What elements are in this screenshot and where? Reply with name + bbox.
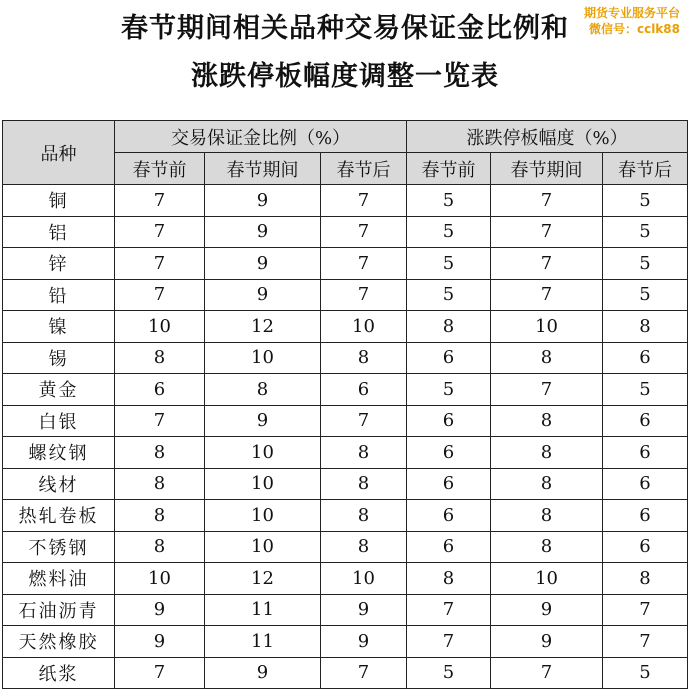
cell-margin-during: 9 (205, 405, 321, 437)
cell-limit-during: 7 (491, 279, 603, 311)
table-row (3, 248, 688, 280)
cell-variety: 纸浆 (3, 657, 115, 689)
cell-variety: 镍 (3, 311, 115, 343)
cell-limit-before: 5 (407, 216, 491, 248)
table-row (3, 311, 688, 343)
watermark (584, 5, 680, 37)
cell-limit-after: 7 (603, 594, 688, 626)
cell-margin-before: 8 (115, 531, 205, 563)
cell-limit-after: 5 (603, 248, 688, 280)
cell-margin-after: 8 (321, 500, 407, 532)
cell-variety: 天然橡胶 (3, 626, 115, 658)
cell-limit-during: 7 (491, 216, 603, 248)
cell-margin-during: 8 (205, 374, 321, 406)
table-row (3, 405, 688, 437)
header-price-limit: 涨跌停板幅度（%） (407, 121, 688, 153)
cell-limit-during: 8 (491, 531, 603, 563)
table-row (3, 216, 688, 248)
watermark-line-1: 期货专业服务平台 (583, 6, 680, 20)
cell-margin-before: 7 (115, 248, 205, 280)
cell-margin-before: 8 (115, 437, 205, 469)
cell-margin-during: 11 (205, 626, 321, 658)
cell-margin-after: 7 (321, 279, 407, 311)
cell-margin-during: 9 (205, 248, 321, 280)
cell-margin-after: 7 (321, 248, 407, 280)
cell-margin-after: 9 (321, 594, 407, 626)
cell-variety: 锌 (3, 248, 115, 280)
cell-margin-after: 7 (321, 405, 407, 437)
cell-limit-during: 10 (491, 563, 603, 595)
cell-limit-during: 10 (491, 311, 603, 343)
subheader-margin-during: 春节期间 (205, 153, 321, 185)
table-row (3, 185, 688, 217)
cell-limit-after: 5 (603, 374, 688, 406)
cell-limit-after: 6 (603, 342, 688, 374)
cell-margin-after: 9 (321, 626, 407, 658)
cell-limit-after: 6 (603, 437, 688, 469)
cell-margin-after: 8 (321, 437, 407, 469)
cell-margin-before: 6 (115, 374, 205, 406)
cell-limit-after: 5 (603, 185, 688, 217)
cell-limit-before: 6 (407, 437, 491, 469)
cell-margin-during: 12 (205, 311, 321, 343)
cell-limit-after: 5 (603, 657, 688, 689)
cell-limit-during: 8 (491, 500, 603, 532)
cell-margin-during: 12 (205, 563, 321, 595)
cell-variety: 燃料油 (3, 563, 115, 595)
cell-variety: 石油沥青 (3, 594, 115, 626)
cell-margin-during: 10 (205, 500, 321, 532)
cell-limit-during: 7 (491, 657, 603, 689)
cell-limit-before: 6 (407, 500, 491, 532)
cell-limit-after: 8 (603, 311, 688, 343)
subheader-limit-before: 春节前 (407, 153, 491, 185)
subheader-limit-during: 春节期间 (491, 153, 603, 185)
cell-variety: 白银 (3, 405, 115, 437)
cell-limit-during: 9 (491, 594, 603, 626)
cell-variety: 不锈钢 (3, 531, 115, 563)
cell-margin-before: 7 (115, 216, 205, 248)
cell-limit-before: 5 (407, 185, 491, 217)
cell-variety: 铜 (3, 185, 115, 217)
table-body (3, 185, 688, 689)
cell-limit-during: 8 (491, 468, 603, 500)
cell-limit-during: 8 (491, 437, 603, 469)
cell-margin-after: 7 (321, 216, 407, 248)
subheader-limit-after: 春节后 (603, 153, 688, 185)
cell-margin-during: 10 (205, 437, 321, 469)
cell-margin-during: 10 (205, 468, 321, 500)
cell-limit-after: 6 (603, 531, 688, 563)
cell-margin-during: 11 (205, 594, 321, 626)
cell-limit-during: 8 (491, 342, 603, 374)
cell-limit-after: 7 (603, 626, 688, 658)
cell-margin-before: 7 (115, 657, 205, 689)
cell-limit-before: 8 (407, 311, 491, 343)
document-title-line-2: 涨跌停板幅度调整一览表 (191, 61, 499, 92)
cell-limit-before: 5 (407, 374, 491, 406)
cell-margin-before: 8 (115, 500, 205, 532)
adjustment-table (2, 120, 688, 689)
cell-limit-before: 6 (407, 531, 491, 563)
table-row (3, 563, 688, 595)
cell-variety: 热轧卷板 (3, 500, 115, 532)
cell-margin-during: 10 (205, 342, 321, 374)
cell-limit-before: 7 (407, 594, 491, 626)
table-row (3, 279, 688, 311)
cell-margin-after: 8 (321, 468, 407, 500)
cell-margin-during: 9 (205, 185, 321, 217)
cell-limit-before: 6 (407, 342, 491, 374)
cell-margin-before: 7 (115, 405, 205, 437)
table-row (3, 437, 688, 469)
header-variety: 品种 (3, 121, 115, 185)
cell-limit-before: 7 (407, 626, 491, 658)
cell-limit-before: 8 (407, 563, 491, 595)
subheader-margin-after: 春节后 (321, 153, 407, 185)
table-row (3, 626, 688, 658)
cell-limit-after: 8 (603, 563, 688, 595)
cell-limit-before: 6 (407, 405, 491, 437)
cell-margin-after: 8 (321, 531, 407, 563)
cell-margin-after: 7 (321, 185, 407, 217)
cell-limit-during: 7 (491, 185, 603, 217)
cell-variety: 黄金 (3, 374, 115, 406)
cell-limit-during: 7 (491, 374, 603, 406)
subheader-margin-before: 春节前 (115, 153, 205, 185)
cell-limit-during: 9 (491, 626, 603, 658)
table-row (3, 594, 688, 626)
cell-margin-before: 7 (115, 185, 205, 217)
watermark-line-2: 微信号：cclk88 (588, 22, 680, 36)
cell-variety: 铅 (3, 279, 115, 311)
table-row (3, 531, 688, 563)
table-row (3, 500, 688, 532)
cell-margin-before: 8 (115, 342, 205, 374)
cell-margin-during: 9 (205, 216, 321, 248)
cell-margin-during: 10 (205, 531, 321, 563)
header-row-groups (3, 121, 688, 153)
cell-margin-before: 9 (115, 626, 205, 658)
cell-margin-during: 9 (205, 657, 321, 689)
cell-variety: 铝 (3, 216, 115, 248)
cell-margin-after: 7 (321, 657, 407, 689)
document-title-line-1: 春节期间相关品种交易保证金比例和 (121, 13, 569, 44)
cell-margin-during: 9 (205, 279, 321, 311)
cell-margin-before: 7 (115, 279, 205, 311)
cell-margin-before: 10 (115, 311, 205, 343)
cell-limit-before: 5 (407, 657, 491, 689)
cell-margin-before: 10 (115, 563, 205, 595)
cell-margin-after: 8 (321, 342, 407, 374)
cell-variety: 线材 (3, 468, 115, 500)
cell-margin-after: 6 (321, 374, 407, 406)
cell-limit-during: 7 (491, 248, 603, 280)
cell-limit-after: 6 (603, 468, 688, 500)
cell-limit-after: 5 (603, 216, 688, 248)
cell-variety: 螺纹钢 (3, 437, 115, 469)
cell-limit-after: 6 (603, 405, 688, 437)
cell-limit-before: 5 (407, 279, 491, 311)
cell-margin-after: 10 (321, 563, 407, 595)
table-row (3, 468, 688, 500)
table-row (3, 657, 688, 689)
cell-margin-before: 9 (115, 594, 205, 626)
cell-limit-before: 5 (407, 248, 491, 280)
table-row (3, 374, 688, 406)
cell-limit-after: 5 (603, 279, 688, 311)
cell-variety: 锡 (3, 342, 115, 374)
header-margin-ratio: 交易保证金比例（%） (115, 121, 407, 153)
cell-limit-after: 6 (603, 500, 688, 532)
table-row (3, 342, 688, 374)
cell-limit-during: 8 (491, 405, 603, 437)
cell-limit-before: 6 (407, 468, 491, 500)
cell-margin-after: 10 (321, 311, 407, 343)
cell-margin-before: 8 (115, 468, 205, 500)
